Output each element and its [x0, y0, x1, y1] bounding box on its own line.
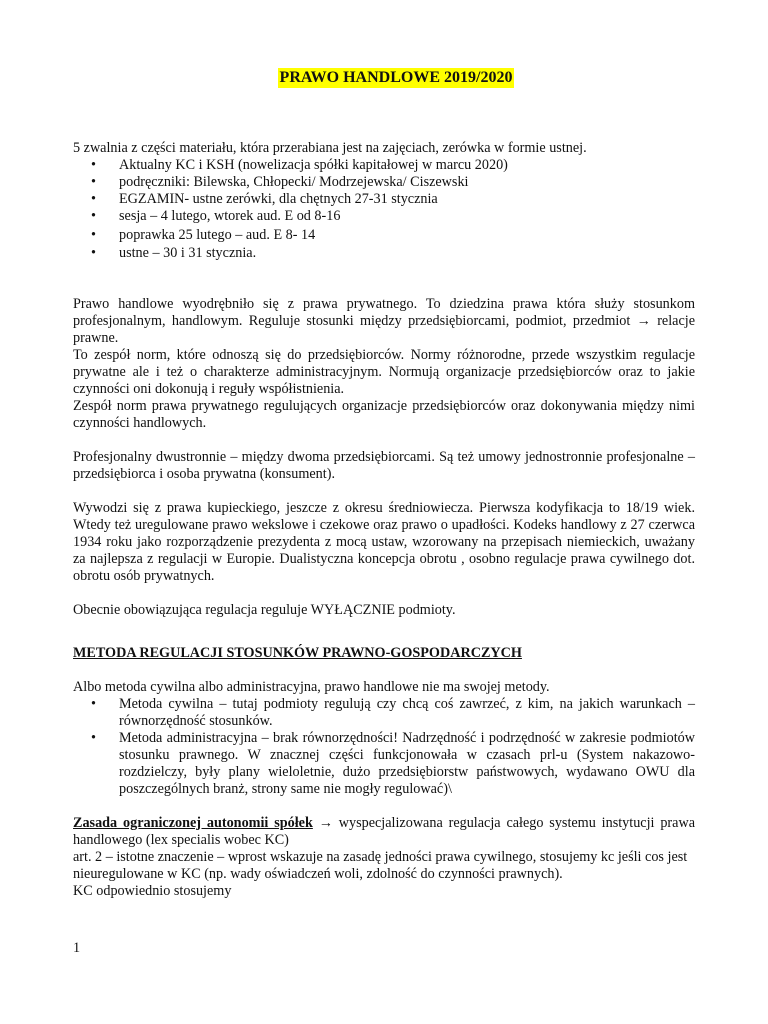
- bullet-icon: •: [91, 730, 96, 746]
- list-item: • EGZAMIN- ustne zerówki, dla chętnych 27-31 stycznia: [91, 191, 438, 207]
- zasada-label: Zasada ograniczonej autonomii spółek: [73, 815, 313, 831]
- document-content: [73, 68, 695, 900]
- list-item: • ustne – 30 i 31 stycznia.: [91, 245, 257, 261]
- title-wrap: [73, 68, 695, 88]
- bullet-icon: •: [91, 174, 96, 190]
- paragraph-history: Wywodzi się z prawa kupieckiego, jeszcze z okresu średniowiecza. Pierwsza kodyfikacja to 18/19 wiek. Wtedy też uregulowane prawo wekslowe i czekowe oraz prawo o upadłości. Kodeks handlowy z 27 czerwca 1934 roku jako rozporządzenie prezydenta z mocą ustaw, wzorowany na przepisach niemieckich, uważany za najlepsza z regulacji w Europie. Dualistyczna koncepcja obrotu , osobno regulacje prawa cywilnego dot. obrotu osób prywatnych.: [73, 500, 695, 584]
- intro-paragraph: 5 zwalnia z części materiału, która przerabiana jest na zajęciach, zerówka w formie ustnej.: [73, 140, 587, 156]
- page-number: 1: [73, 940, 81, 956]
- bullet-icon: •: [91, 245, 96, 261]
- bullet-icon: •: [91, 191, 96, 207]
- paragraph-private-law: Zespół norm prawa prywatnego regulujących organizacje przedsiębiorców oraz dokonywania między nimi czynności handlowych.: [73, 398, 695, 431]
- list-item: • poprawka 25 lutego – aud. E 8- 14: [91, 226, 316, 243]
- list-item: • Metoda cywilna – tutaj podmioty regulują czy chcą coś zawrzeć, z kim, na jakich warunkach – równorzędność stosunków.: [91, 696, 695, 729]
- paragraph-professional: Profesjonalny dwustronnie – między dwoma przedsiębiorcami. Są też umowy jednostronnie profesjonalne – przedsiębiorca i osoba prywatna (konsument).: [73, 449, 695, 482]
- list-item: • podręczniki: Bilewska, Chłopecki/ Modrzejewska/ Ciszewski: [91, 174, 469, 190]
- bullet-icon: •: [91, 157, 96, 173]
- list-item: • Metoda administracyjna – brak równorzędności! Nadrzędność i podrzędność w zakresie podmiotów stosunku prawnego. W znacznej części funkcjonowała w czasach prl-u (System nakazowo-rozdzielczy, były plany wieloletnie, dużo przedsiębiorstw państwowych, wydawano OWU dla poszczególnych branż, strony same nie mogły regulować)\: [91, 730, 695, 797]
- methods-bullet-list: [73, 696, 695, 798]
- list-item: • Aktualny KC i KSH (nowelizacja spółki kapitałowej w marcu 2020): [91, 157, 508, 173]
- paragraph-definition: Prawo handlowe wyodrębniło się z prawa prywatnego. To dziedzina prawa która służy stosunkom profesjonalnym, handlowym. Reguluje stosunki między przedsiębiorcami, podmiot, przedmiot → relacje prawne.: [73, 296, 695, 346]
- info-bullet-list: [73, 157, 695, 262]
- list-item: • sesja – 4 lutego, wtorek aud. E od 8-16: [91, 208, 341, 224]
- zasada-text: → wyspecjalizowana regulacja całego systemu instytucji prawa handlowego (lex specialis wobec KC): [73, 815, 695, 848]
- paragraph-methods: Albo metoda cywilna albo administracyjna, prawo handlowe nie ma swojej metody.: [73, 679, 550, 695]
- bullet-icon: •: [91, 696, 96, 712]
- section-heading: METODA REGULACJI STOSUNKÓW PRAWNO-GOSPODARCZYCH: [73, 645, 522, 661]
- paragraph-kc: KC odpowiednio stosujemy: [73, 883, 232, 899]
- paragraph-norms: To zespół norm, które odnoszą się do przedsiębiorców. Normy różnorodne, przede wszystkim regulacje prywatne ale i też o charakterze administracyjnym. Normują organizacje przedsiębiorców oraz to jakie czynności oni dokonują i reguły współistnienia.: [73, 347, 695, 397]
- document-title: PRAWO HANDLOWE 2019/2020: [279, 69, 513, 86]
- bullet-icon: •: [91, 208, 96, 224]
- paragraph-art2: art. 2 – istotne znaczenie – wprost wskazuje na zasadę jedności prawa cywilnego, stosujemy kc jeśli cos jest nieuregulowane w KC (np. wady oświadczeń woli, zdolność do czynności prawnych).: [73, 849, 688, 882]
- paragraph-current-regulation: Obecnie obowiązująca regulacja reguluje WYŁĄCZNIE podmioty.: [73, 602, 456, 618]
- bullet-icon: •: [91, 226, 96, 243]
- paragraph-zasada: [73, 815, 695, 849]
